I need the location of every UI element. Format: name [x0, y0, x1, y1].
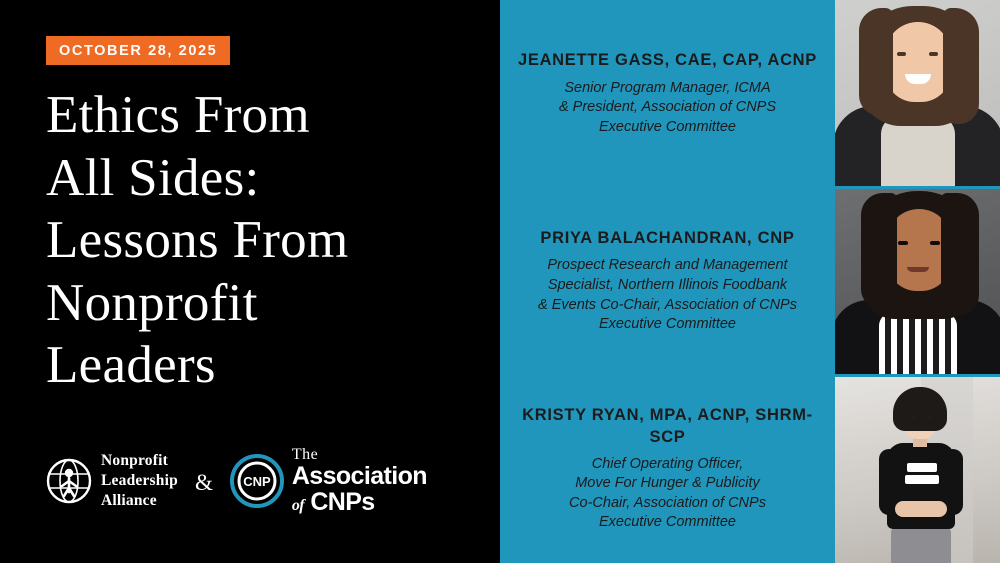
speaker-role	[569, 455, 766, 533]
photo-eye-right	[929, 52, 938, 56]
nla-line-1: Nonprofit	[101, 452, 168, 470]
title-line-3: Lessons From	[46, 211, 349, 270]
association-of-cnps-logo	[230, 447, 427, 515]
photo-hair-left	[861, 193, 897, 309]
title-line-1: Ethics From	[46, 86, 310, 144]
association-the: The	[291, 446, 319, 463]
speaker-role	[559, 79, 776, 138]
photo-hands	[895, 501, 947, 517]
speaker-role-line: Specialist, Northern Illinois Foodbank	[547, 277, 788, 293]
speaker-photo-kristy-ryan	[835, 374, 1000, 563]
speaker-role-line: Move For Hunger & Publicity	[575, 475, 760, 492]
speaker-name: JEANETTE GASS, CAE, CAP, ACNP	[517, 51, 818, 70]
speaker-photo-column	[835, 0, 1000, 563]
photo-eye-left	[898, 241, 908, 245]
nla-wordmark	[101, 451, 178, 510]
svg-text:CNP: CNP	[243, 474, 271, 489]
speaker-role-line: Executive Committee	[599, 514, 736, 531]
speaker-item-2	[500, 188, 835, 376]
photo-eye-left	[897, 52, 906, 56]
association-of: of	[291, 496, 304, 514]
ampersand-separator: &	[194, 470, 213, 495]
speaker-role-line: Executive Committee	[599, 316, 736, 333]
speaker-role-line: & Events Co-Chair, Association of CNPs	[538, 296, 797, 313]
association-of-cnps-line	[291, 487, 427, 516]
speaker-item-1	[500, 0, 835, 188]
nla-line-2: Leadership	[101, 472, 178, 490]
speaker-role-line: Senior Program Manager, ICMA	[564, 79, 771, 96]
photo-hair	[893, 387, 947, 431]
nla-line-3: Alliance	[101, 491, 157, 509]
association-main: Association	[291, 462, 427, 490]
speaker-role-line: Co-Chair, Association of CNPs	[569, 494, 766, 511]
globe-person-icon	[46, 458, 92, 504]
speaker-role-line: & President, Association of CNPS	[558, 99, 777, 116]
association-cnps: CNPs	[310, 487, 375, 516]
speaker-photo-jeanette-gass	[835, 0, 1000, 186]
cnp-circle-icon	[230, 454, 284, 508]
speaker-item-3	[500, 375, 835, 563]
nonprofit-leadership-alliance-logo	[46, 451, 178, 510]
page-title	[46, 84, 466, 397]
speaker-role-line: Executive Committee	[599, 118, 736, 135]
photo-tshirt-print-top	[907, 463, 937, 472]
speaker-role-line: Chief Operating Officer,	[591, 455, 744, 472]
photo-eye-right	[930, 241, 940, 245]
photo-hair-right	[941, 193, 979, 315]
title-line-5: Leaders	[46, 336, 216, 395]
speaker-list	[500, 0, 835, 563]
photo-face	[885, 22, 951, 102]
photo-striped-top	[879, 312, 957, 374]
photo-hair-right	[943, 8, 979, 124]
speaker-photo-priya-balachandran	[835, 186, 1000, 375]
photo-hair-left	[859, 8, 893, 116]
photo-tshirt-print-bottom	[905, 475, 939, 484]
photo-blouse	[881, 116, 955, 186]
photo-smile	[907, 267, 929, 272]
speaker-role	[538, 256, 797, 334]
date-badge: OCTOBER 28, 2025	[46, 36, 230, 65]
title-line-4: Nonprofit	[46, 273, 258, 332]
association-wordmark	[292, 447, 427, 515]
title-line-2: All Sides:	[46, 148, 260, 207]
logo-row	[46, 447, 427, 515]
right-panel	[500, 0, 1000, 563]
speaker-name: KRISTY RYAN, MPA, ACNP, SHRM-SCP	[522, 406, 813, 446]
speaker-name: PRIYA BALACHANDRAN, CNP	[540, 229, 795, 248]
speaker-role-line: Prospect Research and Management	[547, 257, 788, 274]
photo-pants	[891, 527, 951, 563]
